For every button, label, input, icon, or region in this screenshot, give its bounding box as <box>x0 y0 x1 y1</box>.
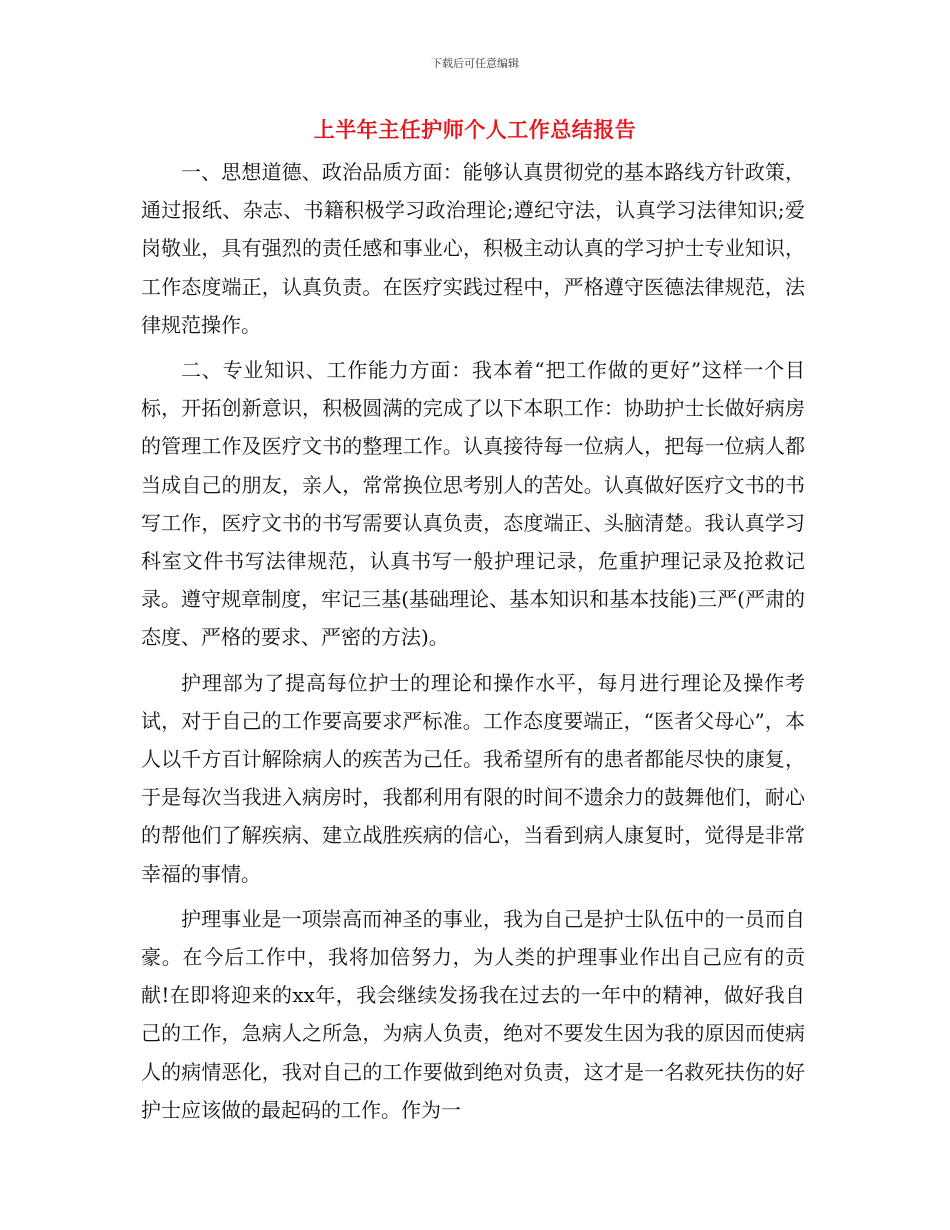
paragraph-3: 护理部为了提高每位护士的理论和操作水平，每月进行理论及操作考试，对于自己的工作要高要求严标准。工作态度要端正，“医者父母心”，本人以千方百计解除病人的疾苦为己任。我希望所有的患者都能尽快的康复，于是每次当我进入病房时，我都利用有限的时间不遗余力的鼓舞他们，耐心的帮他们了解疾病、建立战胜疾病的信心，当看到病人康复时，觉得是非常幸福的事情。 <box>141 670 805 886</box>
header-note: 下载后可任意编辑 <box>431 57 519 70</box>
paragraph-1: 一、思想道德、政治品质方面：能够认真贯彻党的基本路线方针政策，通过报纸、杂志、书籍积极学习政治理论;遵纪守法，认真学习法律知识;爱岗敬业，具有强烈的责任感和事业心，积极主动认真的学习护士专业知识，工作态度端正，认真负责。在医疗实践过程中，严格遵守医德法律规范，法律规范操作。 <box>141 160 805 337</box>
paragraph-2: 二、专业知识、工作能力方面：我本着“把工作做的更好”这样一个目标，开拓创新意识，积极圆满的完成了以下本职工作：协助护士长做好病房的管理工作及医疗文书的整理工作。认真接待每一位病人，把每一位病人都当成自己的朋友，亲人，常常换位思考别人的苦处。认真做好医疗文书的书写工作，医疗文书的书写需要认真负责，态度端正、头脑清楚。我认真学习科室文件书写法律规范，认真书写一般护理记录，危重护理记录及抢救记录。遵守规章制度，牢记三基(基础理论、基本知识和基本技能)三严(严肃的态度、严格的要求、严密的方法)。 <box>141 358 805 650</box>
paragraph-4: 护理事业是一项崇高而神圣的事业，我为自己是护士队伍中的一员而自豪。在今后工作中，我将加倍努力，为人类的护理事业作出自己应有的贡献!在即将迎来的xx年，我会继续发扬我在过去的一年中的精神，做好我自己的工作，急病人之所急，为病人负责，绝对不要发生因为我的原因而使病人的病情恶化，我对自己的工作要做到绝对负责，这才是一名救死扶伤的好护士应该做的最起码的工作。作为一 <box>141 906 805 1122</box>
document-title: 上半年主任护师个人工作总结报告 <box>313 117 637 142</box>
document-body <box>141 153 805 1129</box>
